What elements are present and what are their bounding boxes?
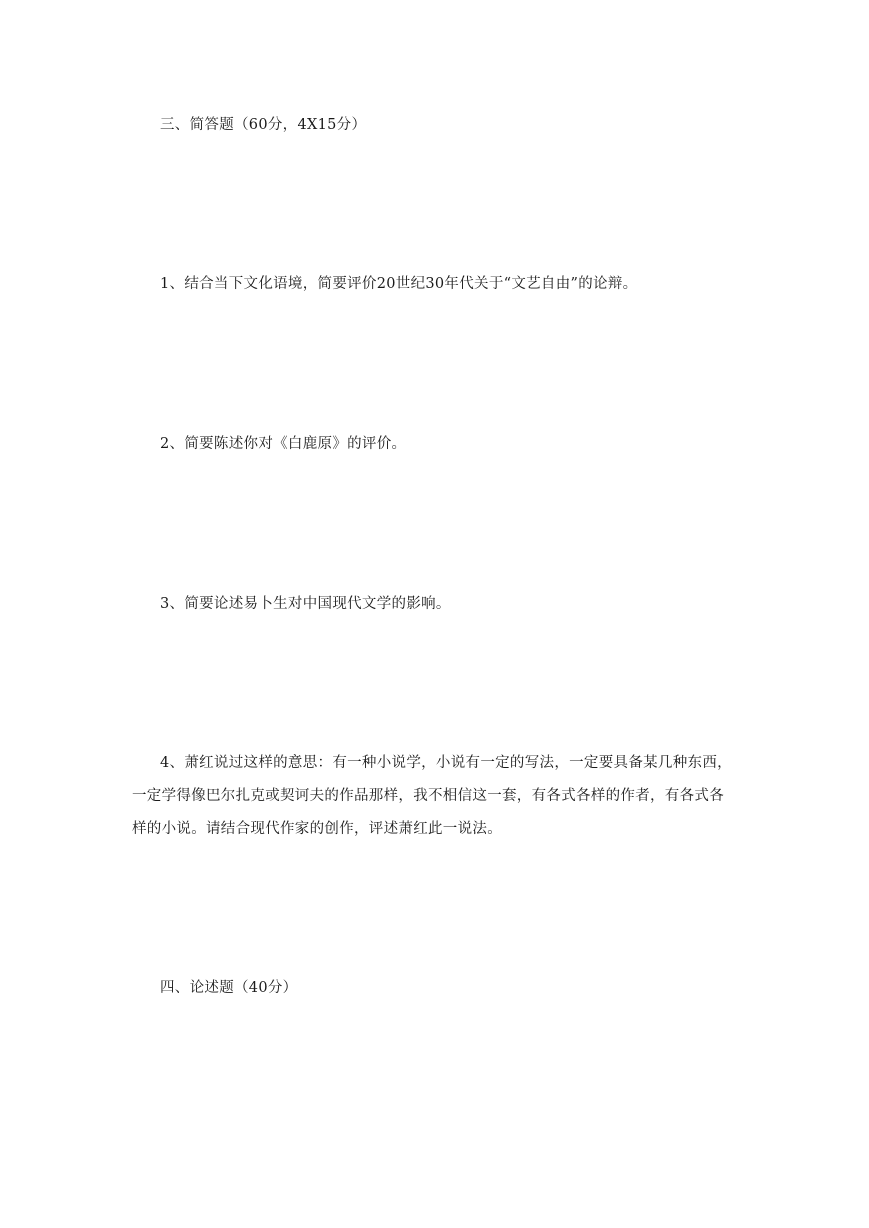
question-1: 1、结合当下文化语境，简要评价20世纪30年代关于“文艺自由”的论辩。 (160, 276, 638, 292)
section-4-heading: 四、论述题（40分） (160, 980, 298, 996)
section-3-heading: 三、简答题（60分，4X15分） (160, 117, 367, 133)
question-2: 2、简要陈述你对《白鹿原》的评价。 (160, 436, 407, 452)
question-4-line-3: 样的小说。请结合现代作家的创作，评述萧红此一说法。 (132, 821, 502, 837)
question-4-line-2: 一定学得像巴尔扎克或契诃夫的作品那样，我不相信这一套，有各式各样的作者，有各式各 (132, 788, 724, 804)
question-3: 3、简要论述易卜生对中国现代文学的影响。 (160, 596, 451, 612)
question-4-line-1: 4、萧红说过这样的意思：有一种小说学，小说有一定的写法，一定要具备某几种东西， (160, 755, 732, 771)
